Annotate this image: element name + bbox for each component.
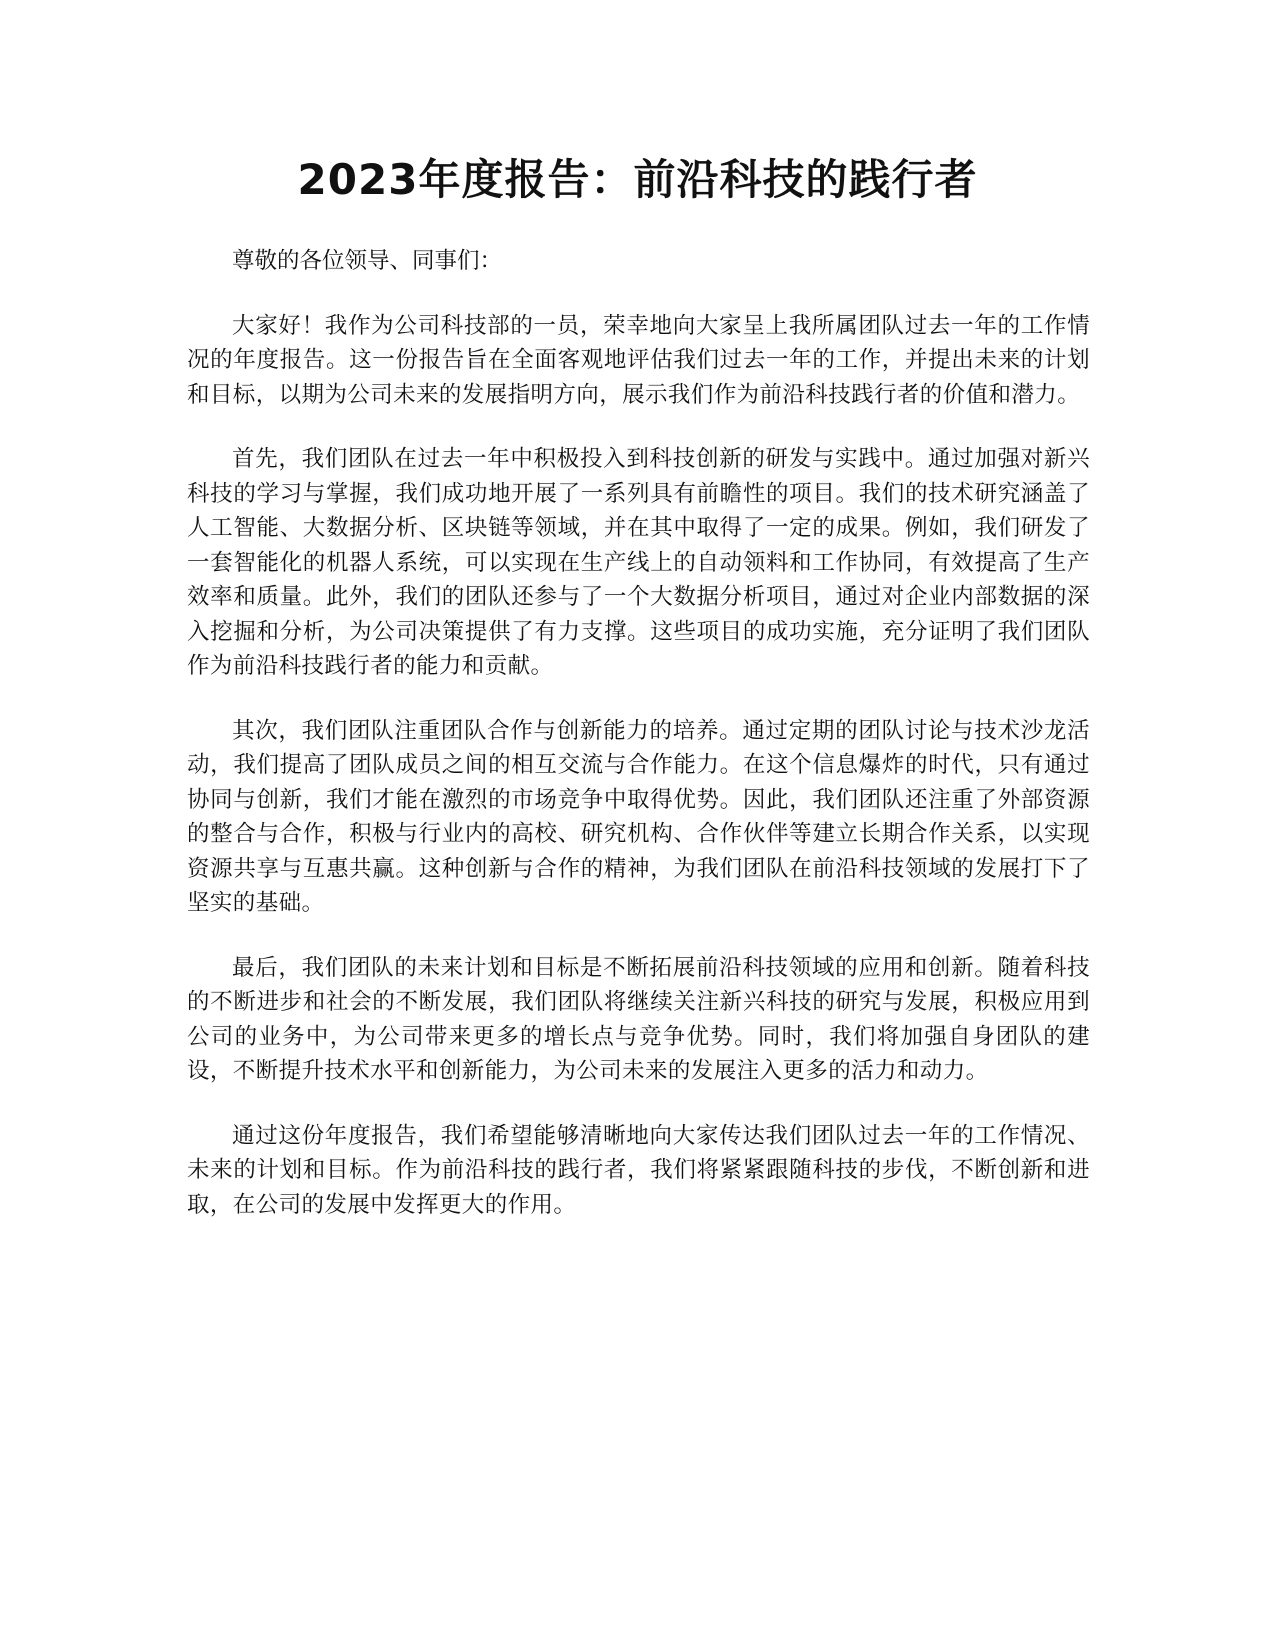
document-body — [187, 244, 1090, 1252]
paragraph-second: 其次，我们团队注重团队合作与创新能力的培养。通过定期的团队讨论与技术沙龙活动，我们提高了团队成员之间的相互交流与合作能力。在这个信息爆炸的时代，只有通过协同与创新，我们才能在激烈的市场竞争中取得优势。因此，我们团队还注重了外部资源的整合与合作，积极与行业内的高校、研究机构、合作伙伴等建立长期合作关系，以实现资源共享与互惠共赢。这种创新与合作的精神，为我们团队在前沿科技领域的发展打下了坚实的基础。 — [187, 717, 1090, 916]
document-title: 2023年度报告：前沿科技的践行者 — [297, 155, 978, 204]
paragraph-intro: 大家好！我作为公司科技部的一员，荣幸地向大家呈上我所属团队过去一年的工作情况的年度报告。这一份报告旨在全面客观地评估我们过去一年的工作，并提出未来的计划和目标，以期为公司未来的发展指明方向，展示我们作为前沿科技践行者的价值和潜力。 — [187, 312, 1090, 408]
paragraph-first: 首先，我们团队在过去一年中积极投入到科技创新的研发与实践中。通过加强对新兴科技的学习与掌握，我们成功地开展了一系列具有前瞻性的项目。我们的技术研究涵盖了人工智能、大数据分析、区块链等领域，并在其中取得了一定的成果。例如，我们研发了一套智能化的机器人系统，可以实现在生产线上的自动领料和工作协同，有效提高了生产效率和质量。此外，我们的团队还参与了一个大数据分析项目，通过对企业内部数据的深入挖掘和分析，为公司决策提供了有力支撑。这些项目的成功实施，充分证明了我们团队作为前沿科技践行者的能力和贡献。 — [187, 446, 1090, 679]
paragraph-last: 最后，我们团队的未来计划和目标是不断拓展前沿科技领域的应用和创新。随着科技的不断进步和社会的不断发展，我们团队将继续关注新兴科技的研究与发展，积极应用到公司的业务中，为公司带来更多的增长点与竞争优势。同时，我们将加强自身团队的建设，不断提升技术水平和创新能力，为公司未来的发展注入更多的活力和动力。 — [187, 954, 1090, 1084]
salutation: 尊敬的各位领导、同事们： — [232, 248, 503, 274]
paragraph-conclusion: 通过这份年度报告，我们希望能够清晰地向大家传达我们团队过去一年的工作情况、未来的计划和目标。作为前沿科技的践行者，我们将紧紧跟随科技的步伐，不断创新和进取，在公司的发展中发挥更大的作用。 — [187, 1122, 1090, 1218]
